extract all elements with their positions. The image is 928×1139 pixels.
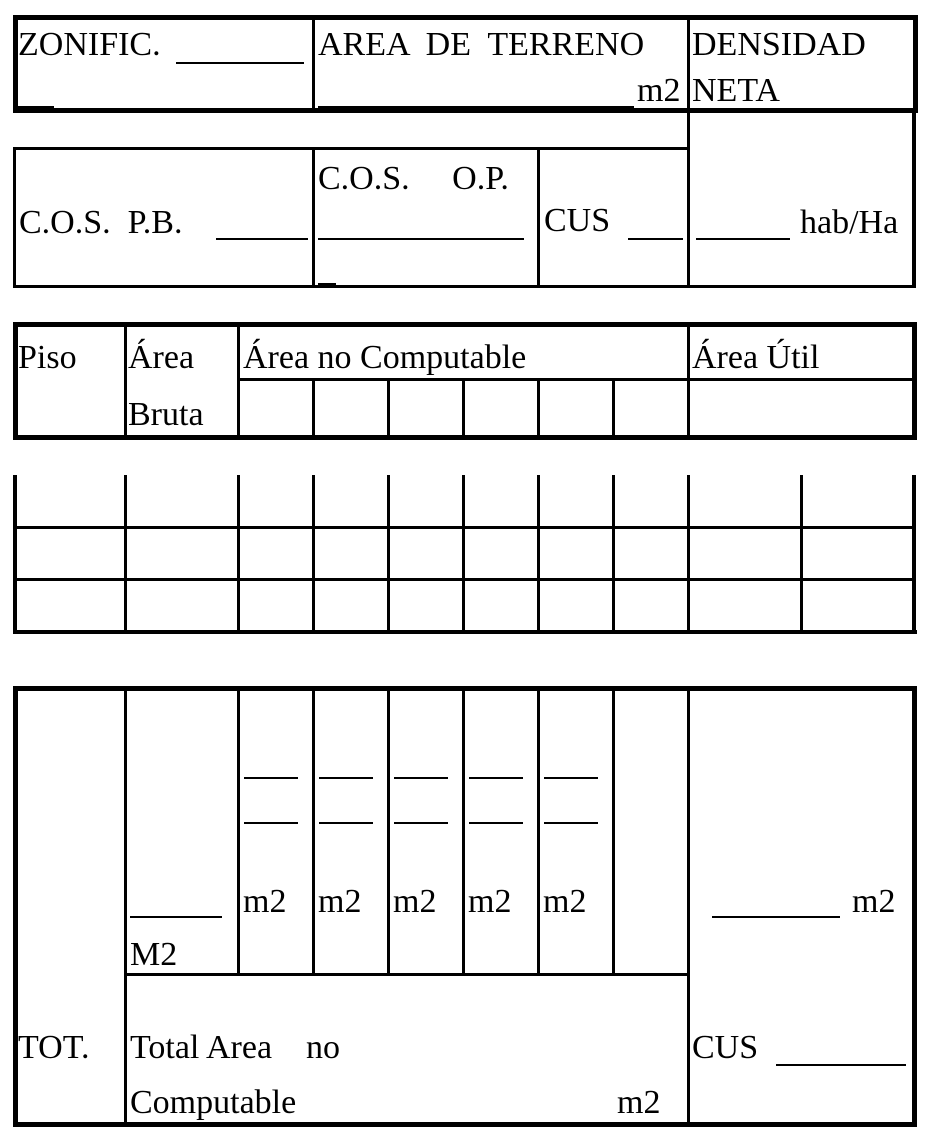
grid-line [537, 475, 540, 634]
grid-bottom [13, 630, 917, 634]
total-no-computable-unit: m2 [617, 1084, 661, 1121]
sub-blank[interactable] [394, 822, 448, 824]
cus-label: CUS [544, 202, 611, 239]
densidad-label-1: DENSIDAD [692, 26, 866, 63]
divider [312, 378, 315, 440]
col-area-util: Área Útil [692, 339, 820, 376]
divider [387, 378, 390, 440]
grid-line [124, 475, 127, 634]
totals-mid-line [124, 973, 690, 976]
sub-unit: m2 [468, 883, 512, 920]
sub-blank[interactable] [469, 777, 523, 779]
divider [237, 686, 240, 976]
divider [462, 686, 465, 976]
cos-pb-blank[interactable] [216, 238, 308, 240]
sub-unit: m2 [393, 883, 437, 920]
grid-line [13, 475, 17, 634]
cos-pb-label: C.O.S. P.B. [19, 204, 183, 241]
density-unit: hab/Ha [800, 204, 899, 241]
divider [612, 686, 615, 976]
zonific-blank-cont[interactable] [18, 106, 54, 108]
grid-line [687, 475, 690, 634]
grid-line [612, 475, 615, 634]
area-unit: m2 [637, 72, 681, 109]
cos-op-label: C.O.S. O.P. [318, 160, 509, 197]
coef-bottom-border [13, 285, 916, 288]
area-bruta-total-blank[interactable] [130, 916, 222, 918]
sub-blank[interactable] [319, 777, 373, 779]
tot-label: TOT. [18, 1029, 90, 1066]
divider [312, 147, 315, 288]
density-border-right [912, 113, 916, 288]
divider [687, 686, 690, 1127]
divider [537, 378, 540, 440]
coef-top-border [13, 147, 690, 150]
area-terreno-blank[interactable] [318, 106, 634, 108]
divider [124, 322, 127, 440]
grid-line [912, 475, 916, 634]
sub-blank[interactable] [319, 822, 373, 824]
divider [537, 147, 540, 288]
sub-unit: m2 [543, 883, 587, 920]
divider [687, 322, 690, 440]
total-cus-blank[interactable] [776, 1064, 906, 1066]
total-no-computable-2: Computable [130, 1084, 297, 1121]
densidad-label-2: NETA [692, 72, 780, 109]
zonific-blank[interactable] [176, 62, 304, 64]
area-util-total-unit: m2 [852, 883, 896, 920]
col-area-bruta-1: Área [128, 339, 195, 376]
density-border-left [687, 113, 690, 288]
density-blank[interactable] [696, 238, 790, 240]
divider [462, 378, 465, 440]
divider [612, 378, 615, 440]
grid-line [387, 475, 390, 634]
header-mid-line [237, 378, 915, 381]
sub-blank[interactable] [469, 822, 523, 824]
grid-line [237, 475, 240, 634]
grid-line [462, 475, 465, 634]
divider [687, 15, 690, 113]
sub-blank[interactable] [544, 777, 598, 779]
grid-line [800, 475, 803, 634]
divider [124, 686, 127, 1127]
sub-blank[interactable] [394, 777, 448, 779]
sub-blank[interactable] [544, 822, 598, 824]
cos-op-blank[interactable] [318, 238, 524, 240]
col-piso: Piso [18, 339, 77, 376]
coef-left-border [13, 147, 16, 288]
col-area-bruta-2: Bruta [128, 396, 204, 433]
total-no-computable-1: Total Area no [130, 1029, 341, 1066]
sub-blank[interactable] [244, 822, 298, 824]
divider [537, 686, 540, 976]
sub-blank[interactable] [244, 777, 298, 779]
area-terreno-label: AREA DE TERRENO [318, 26, 645, 63]
sub-unit: m2 [318, 883, 362, 920]
zonific-label: ZONIFIC. [18, 26, 161, 63]
area-util-total-blank[interactable] [712, 916, 840, 918]
divider [237, 322, 240, 440]
divider [387, 686, 390, 976]
sub-unit: m2 [243, 883, 287, 920]
col-area-no-computable: Área no Computable [243, 339, 527, 376]
grid-line [312, 475, 315, 634]
area-bruta-total-unit: M2 [130, 936, 178, 973]
total-cus-label: CUS [692, 1029, 759, 1066]
divider [312, 686, 315, 976]
cus-blank[interactable] [628, 238, 683, 240]
cos-op-blank-cont[interactable] [318, 283, 336, 285]
divider [312, 15, 315, 113]
